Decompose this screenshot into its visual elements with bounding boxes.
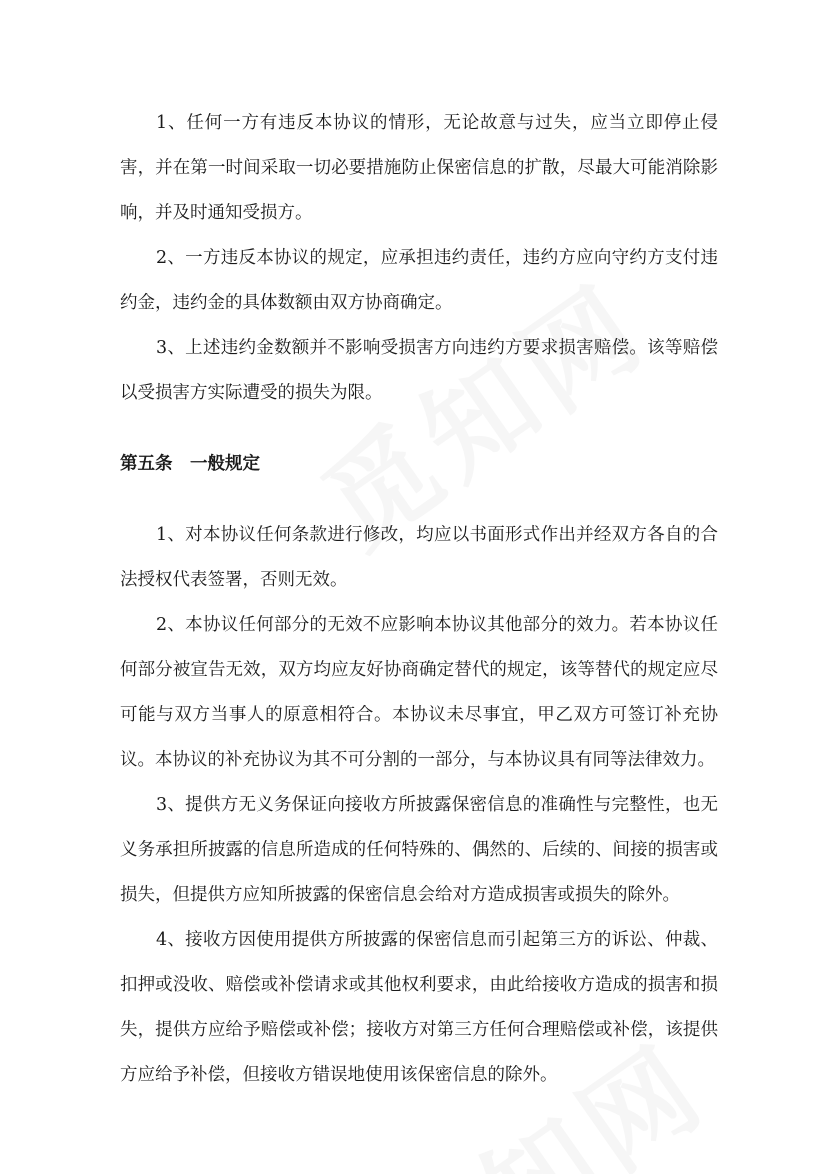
- clause-5-3: 3、提供方无义务保证向接收方所披露保密信息的准确性与完整性，也无义务承担所披露的信息所造成的任何特殊的、偶然的、后续的、间接的损害或损失，但提供方应知所披露的保密信息会给对方造成损害或损失的除外。: [120, 795, 718, 905]
- clause-5-1: 1、对本协议任何条款进行修改，均应以书面形式作出并经双方各自的合法授权代表签署，否则无效。: [120, 525, 718, 590]
- clause-4-3: 3、上述违约金数额并不影响受损害方向违约方要求损害赔偿。该等赔偿以受损害方实际遭受的损失为限。: [120, 338, 718, 403]
- clause-4-1: 1、任何一方有违反本协议的情形，无论故意与过失，应当立即停止侵害，并在第一时间采取一切必要措施防止保密信息的扩散，尽最大可能消除影响，并及时通知受损方。: [120, 113, 718, 223]
- clause-5-2: 2、本协议任何部分的无效不应影响本协议其他部分的效力。若本协议任何部分被宣告无效，双方均应友好协商确定替代的规定，该等替代的规定应尽可能与双方当事人的原意相符合。本协议未尽事宜，甲乙双方可签订补充协议。本协议的补充协议为其不可分割的一部分，与本协议具有同等法律效力。: [120, 615, 718, 770]
- clause-5-4: 4、接收方因使用提供方所披露的保密信息而引起第三方的诉讼、仲裁、扣押或没收、赔偿或补偿请求或其他权利要求，由此给接收方造成的损害和损失，提供方应给予赔偿或补偿；接收方对第三方任何合理赔偿或补偿，该提供方应给予补偿，但接收方错误地使用该保密信息的除外。: [120, 930, 718, 1085]
- document-body: [120, 101, 718, 1098]
- section-5-heading: 第五条 一般规定: [120, 454, 260, 474]
- clause-4-2: 2、一方违反本协议的规定，应承担违约责任，违约方应向守约方支付违约金，违约金的具体数额由双方协商确定。: [120, 248, 718, 313]
